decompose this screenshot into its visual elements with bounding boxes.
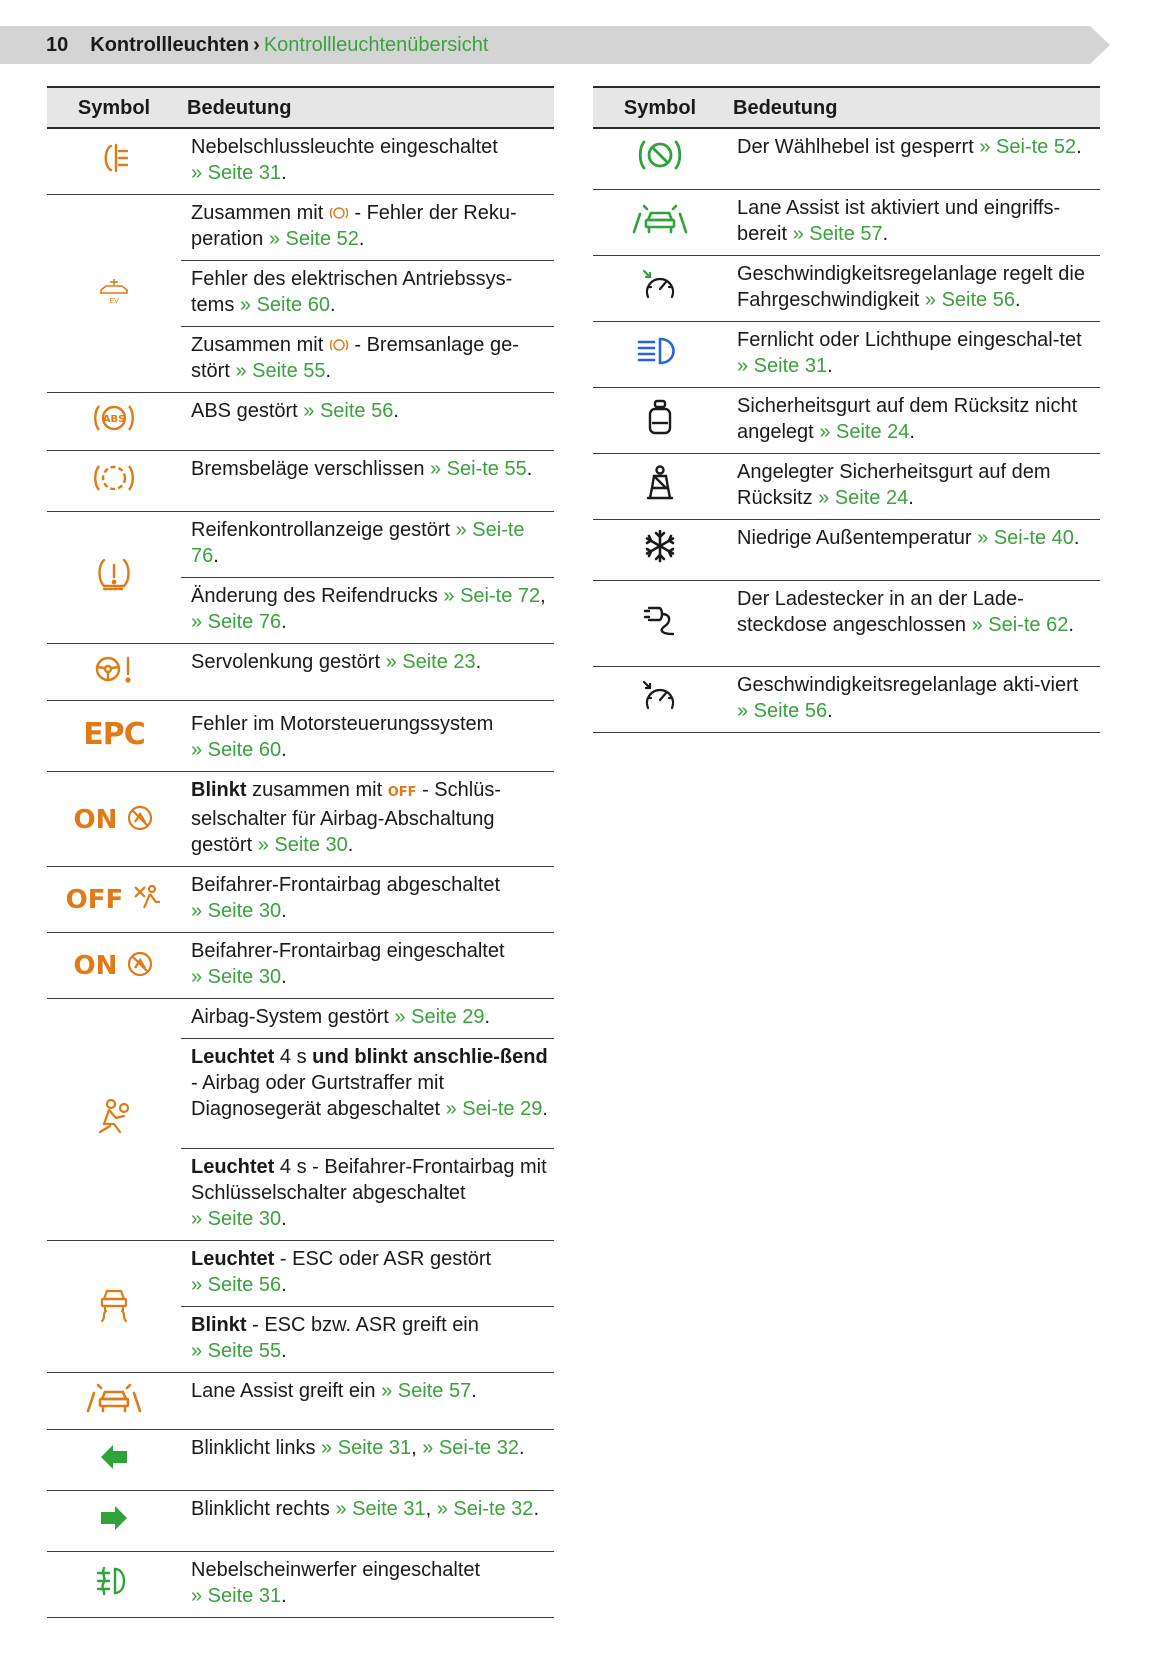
meaning-cell: Leuchtet 4 s - Beifahrer-Frontairbag mit Schlüsselschalter abgeschaltet » Seite 30. bbox=[181, 1149, 554, 1241]
page-link[interactable]: » Seite 23 bbox=[385, 651, 476, 673]
high-beam-icon bbox=[636, 335, 684, 367]
page-link[interactable]: » Seite 56 bbox=[303, 400, 394, 422]
lane-assist-active-icon bbox=[82, 1381, 146, 1415]
airbag-off-icon: OFF bbox=[66, 885, 163, 915]
brake-pad-wear-icon bbox=[92, 461, 136, 495]
airbag-fault-icon bbox=[94, 1096, 134, 1136]
meaning-cell: Nebelscheinwerfer eingeschaltet » Seite 31. bbox=[181, 1552, 554, 1618]
child-seat-crossed-icon bbox=[126, 950, 154, 978]
page-link[interactable]: » Seite 55 bbox=[191, 1340, 282, 1362]
meaning-cell: Bremsbeläge verschlissen » Sei-te 55. bbox=[181, 451, 554, 512]
meaning-cell: Fehler des elektrischen Antriebssys-tems » Seite 60. bbox=[181, 261, 554, 327]
page-link[interactable]: » Seite 30 bbox=[191, 900, 282, 922]
page-link[interactable]: » Sei-te 52 bbox=[979, 136, 1077, 158]
page-link[interactable]: » Seite 31 bbox=[191, 1585, 282, 1607]
meaning-cell: Zusammen mit - Bremsanlage ge-stört » Seite 55. bbox=[181, 327, 554, 393]
tire-pressure-icon bbox=[94, 556, 134, 592]
meaning-cell: Beifahrer-Frontairbag eingeschaltet » Seite 30. bbox=[181, 933, 554, 999]
child-seat-crossed-icon bbox=[126, 804, 154, 832]
page-link[interactable]: » Seite 29 bbox=[394, 1006, 485, 1028]
meaning-cell: Der Ladestecker in an der Lade-steckdose angeschlossen » Sei-te 62. bbox=[727, 580, 1100, 666]
meaning-cell: Servolenkung gestört » Seite 23. bbox=[181, 644, 554, 701]
meaning-cell: Leuchtet - ESC oder ASR gestört » Seite 56. bbox=[181, 1241, 554, 1307]
passenger-airbag-crossed-icon bbox=[132, 884, 162, 912]
warning-lights-table-left bbox=[47, 86, 554, 1618]
turn-signal-right-icon bbox=[99, 1503, 129, 1533]
meaning-cell: Angelegter Sicherheitsgurt auf dem Rücksitz » Seite 24. bbox=[727, 453, 1100, 519]
page-link[interactable]: » Seite 60 bbox=[239, 294, 330, 316]
cruise-control-regulating-icon bbox=[640, 267, 680, 303]
page-link[interactable]: » Seite 31 bbox=[737, 354, 828, 377]
meaning-cell: Blinklicht rechts » Seite 31, » Sei-te 32. bbox=[181, 1491, 554, 1552]
page-link[interactable]: » Seite 55 bbox=[235, 360, 326, 382]
power-steering-icon bbox=[92, 652, 136, 686]
page-link[interactable]: » Seite 60 bbox=[191, 739, 282, 761]
electric-drive-fault-icon bbox=[97, 273, 131, 307]
page-link[interactable]: » Seite 52 bbox=[268, 228, 359, 250]
page-link[interactable]: » Seite 31 bbox=[191, 162, 282, 184]
page-link[interactable]: » Seite 57 bbox=[792, 222, 883, 245]
airbag-on-icon: ON bbox=[74, 951, 155, 981]
page-link[interactable]: » Seite 76 bbox=[191, 611, 282, 633]
meaning-cell: Geschwindigkeitsregelanlage regelt die Fahrgeschwindigkeit » Seite 56. bbox=[727, 255, 1100, 321]
abs-icon bbox=[92, 401, 136, 435]
chapter-title: Kontrollleuchten bbox=[90, 34, 250, 56]
page-header bbox=[46, 32, 488, 58]
page-link[interactable]: » Seite 24 bbox=[819, 420, 910, 443]
epc-icon: EPC bbox=[83, 716, 145, 752]
rear-seatbelt-fastened-icon bbox=[644, 464, 676, 502]
page-link[interactable]: » Sei-te 76 bbox=[191, 519, 525, 567]
meaning-cell: Lane Assist ist aktiviert und eingriffs-bereit » Seite 57. bbox=[727, 189, 1100, 255]
column-header-meaning: Bedeutung bbox=[181, 87, 554, 128]
abs-small-icon bbox=[329, 205, 349, 221]
meaning-cell: Blinkt - ESC bzw. ASR greift ein » Seite 55. bbox=[181, 1307, 554, 1373]
page-link[interactable]: » Seite 56 bbox=[737, 699, 828, 722]
meaning-cell: Zusammen mit - Fehler der Reku-peration » Seite 52. bbox=[181, 195, 554, 261]
meaning-cell: Airbag-System gestört » Seite 29. bbox=[181, 999, 554, 1039]
rear-seatbelt-unfastened-icon bbox=[645, 398, 675, 436]
meaning-cell: Niedrige Außentemperatur » Sei-te 40. bbox=[727, 519, 1100, 580]
column-header-symbol: Symbol bbox=[593, 87, 727, 128]
meaning-cell: ABS gestört » Seite 56. bbox=[181, 393, 554, 451]
page-link[interactable]: » Seite 30 bbox=[191, 1208, 282, 1230]
meaning-cell: Fernlicht oder Lichthupe eingeschal-tet » Seite 31. bbox=[727, 321, 1100, 387]
page-link[interactable]: » Sei-te 72 bbox=[443, 585, 541, 607]
column-header-meaning: Bedeutung bbox=[727, 87, 1100, 128]
charging-plug-icon bbox=[643, 602, 677, 638]
snowflake-icon bbox=[642, 528, 678, 564]
meaning-cell: Sicherheitsgurt auf dem Rücksitz nicht angelegt » Seite 24. bbox=[727, 387, 1100, 453]
meaning-cell: Fehler im Motorsteuerungssystem » Seite 60. bbox=[181, 701, 554, 772]
svg-text:ABS: ABS bbox=[102, 414, 126, 425]
meaning-cell: Blinkt zusammen mit OFF - Schlüs-selschalter für Airbag-Abschaltung gestört » Seite 30. bbox=[181, 772, 554, 867]
page-link[interactable]: » Sei-te 32 bbox=[422, 1437, 519, 1459]
page-link[interactable]: » Seite 30 bbox=[257, 834, 348, 856]
page-link[interactable]: » Seite 57 bbox=[381, 1380, 472, 1402]
svg-text:EV: EV bbox=[109, 298, 119, 305]
column-header-symbol: Symbol bbox=[47, 87, 181, 128]
subchapter-title: Kontrollleuchtenübersicht bbox=[263, 34, 489, 56]
cruise-control-active-icon bbox=[640, 678, 680, 714]
meaning-cell: Lane Assist greift ein » Seite 57. bbox=[181, 1373, 554, 1430]
page-link[interactable]: » Seite 24 bbox=[818, 486, 909, 509]
lane-assist-ready-icon bbox=[628, 202, 692, 236]
warning-lights-table-right bbox=[593, 86, 1100, 733]
meaning-cell: Geschwindigkeitsregelanlage akti-viert » Seite 56. bbox=[727, 666, 1100, 732]
meaning-cell: Leuchtet 4 s und blinkt anschlie-ßend - Airbag oder Gurtstraffer mit Diagnosegerät abgeschaltet » Sei-te 29. bbox=[181, 1039, 554, 1149]
page-link[interactable]: » Seite 56 bbox=[191, 1274, 282, 1296]
meaning-cell: Blinklicht links » Seite 31, » Sei-te 32. bbox=[181, 1430, 554, 1491]
breadcrumb-separator: › bbox=[253, 34, 260, 56]
turn-signal-left-icon bbox=[99, 1442, 129, 1472]
page-link[interactable]: » Sei-te 62 bbox=[971, 613, 1069, 636]
page-link[interactable]: » Seite 56 bbox=[924, 288, 1015, 311]
page-link[interactable]: » Seite 31 bbox=[321, 1437, 412, 1459]
meaning-cell: Beifahrer-Frontairbag abgeschaltet » Seite 30. bbox=[181, 867, 554, 933]
page-link[interactable]: » Sei-te 32 bbox=[436, 1498, 534, 1520]
page-number: 10 bbox=[46, 34, 69, 56]
page-link[interactable]: » Seite 31 bbox=[335, 1498, 426, 1520]
meaning-cell: Änderung des Reifendrucks » Sei-te 72, » Seite 76. bbox=[181, 578, 554, 644]
page-link[interactable]: » Sei-te 29 bbox=[445, 1098, 543, 1120]
meaning-cell: Reifenkontrollanzeige gestört » Sei-te 76. bbox=[181, 512, 554, 578]
rear-fog-light-icon bbox=[97, 141, 131, 175]
off-small-icon: OFF bbox=[387, 785, 417, 800]
airbag-on-icon: ON bbox=[74, 805, 155, 835]
meaning-cell: Nebelschlussleuchte eingeschaltet » Seite 31. bbox=[181, 128, 554, 195]
meaning-cell: Der Wählhebel ist gesperrt » Sei-te 52. bbox=[727, 128, 1100, 189]
selector-lever-locked-icon bbox=[637, 137, 683, 173]
page-link[interactable]: » Sei-te 55 bbox=[430, 458, 527, 480]
front-fog-light-icon bbox=[95, 1564, 133, 1598]
page-link[interactable]: » Sei-te 40 bbox=[977, 526, 1074, 549]
page-link[interactable]: » Seite 30 bbox=[191, 966, 282, 988]
esc-asr-icon bbox=[94, 1283, 134, 1323]
brake-small-icon bbox=[329, 337, 349, 353]
